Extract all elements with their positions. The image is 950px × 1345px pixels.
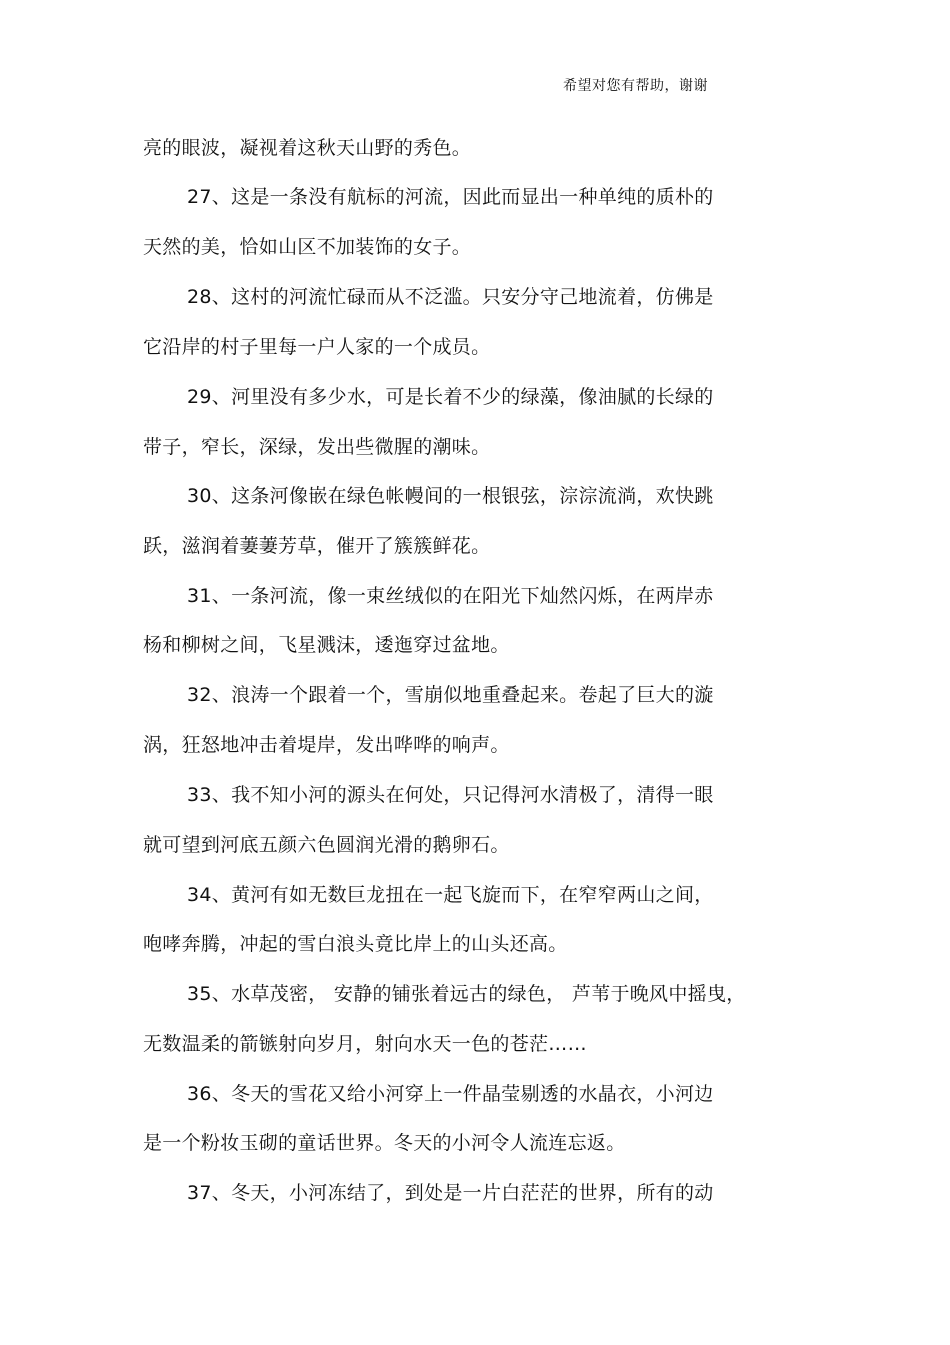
- text-line: 30、这条河像嵌在绿色帐幔间的一根银弦，淙淙流淌，欢快跳: [187, 485, 714, 507]
- page-header: 希望对您有帮助，谢谢: [563, 78, 708, 94]
- text-line: 33、我不知小河的源头在何处，只记得河水清极了，清得一眼: [187, 784, 714, 806]
- text-line: 31、一条河流，像一束丝绒似的在阳光下灿然闪烁，在两岸赤: [187, 585, 714, 607]
- text-line: 咆哮奔腾，冲起的雪白浪头竟比岸上的山头还高。: [143, 933, 568, 955]
- text-line: 27、这是一条没有航标的河流，因此而显出一种单纯的质朴的: [187, 186, 714, 208]
- text-line: 杨和柳树之间，飞星溅沫，逶迤穿过盆地。: [143, 634, 510, 656]
- text-line: 带子，窄长，深绿，发出些微腥的潮味。: [143, 436, 491, 458]
- text-line: 是一个粉妆玉砌的童话世界。冬天的小河令人流连忘返。: [143, 1132, 626, 1154]
- text-line: 无数温柔的箭镞射向岁月，射向水天一色的苍茫……: [143, 1033, 587, 1055]
- text-line: 天然的美，恰如山区不加装饰的女子。: [143, 236, 472, 258]
- text-line: 涡，狂怒地冲击着堤岸，发出哗哗的响声。: [143, 734, 510, 756]
- text-line: 34、黄河有如无数巨龙扭在一起飞旋而下，在窄窄两山之间，: [187, 884, 714, 906]
- text-line: 35、水草茂密， 安静的铺张着远古的绿色， 芦苇于晚风中摇曳，: [187, 983, 746, 1005]
- text-line: 37、冬天，小河冻结了，到处是一片白茫茫的世界，所有的动: [187, 1182, 714, 1204]
- text-line: 跃，滋润着萋萋芳草，催开了簇簇鲜花。: [143, 535, 491, 557]
- text-line: 36、冬天的雪花又给小河穿上一件晶莹剔透的水晶衣，小河边: [187, 1083, 714, 1105]
- text-line: 32、浪涛一个跟着一个，雪崩似地重叠起来。卷起了巨大的漩: [187, 684, 714, 706]
- text-line: 29、河里没有多少水，可是长着不少的绿藻，像油腻的长绿的: [187, 386, 714, 408]
- text-line: 就可望到河底五颜六色圆润光滑的鹅卵石。: [143, 834, 510, 856]
- text-line: 28、这村的河流忙碌而从不泛滥。只安分守己地流着，仿佛是: [187, 286, 714, 308]
- text-line: 它沿岸的村子里每一户人家的一个成员。: [143, 336, 491, 358]
- text-line: 亮的眼波，凝视着这秋天山野的秀色。: [143, 137, 472, 159]
